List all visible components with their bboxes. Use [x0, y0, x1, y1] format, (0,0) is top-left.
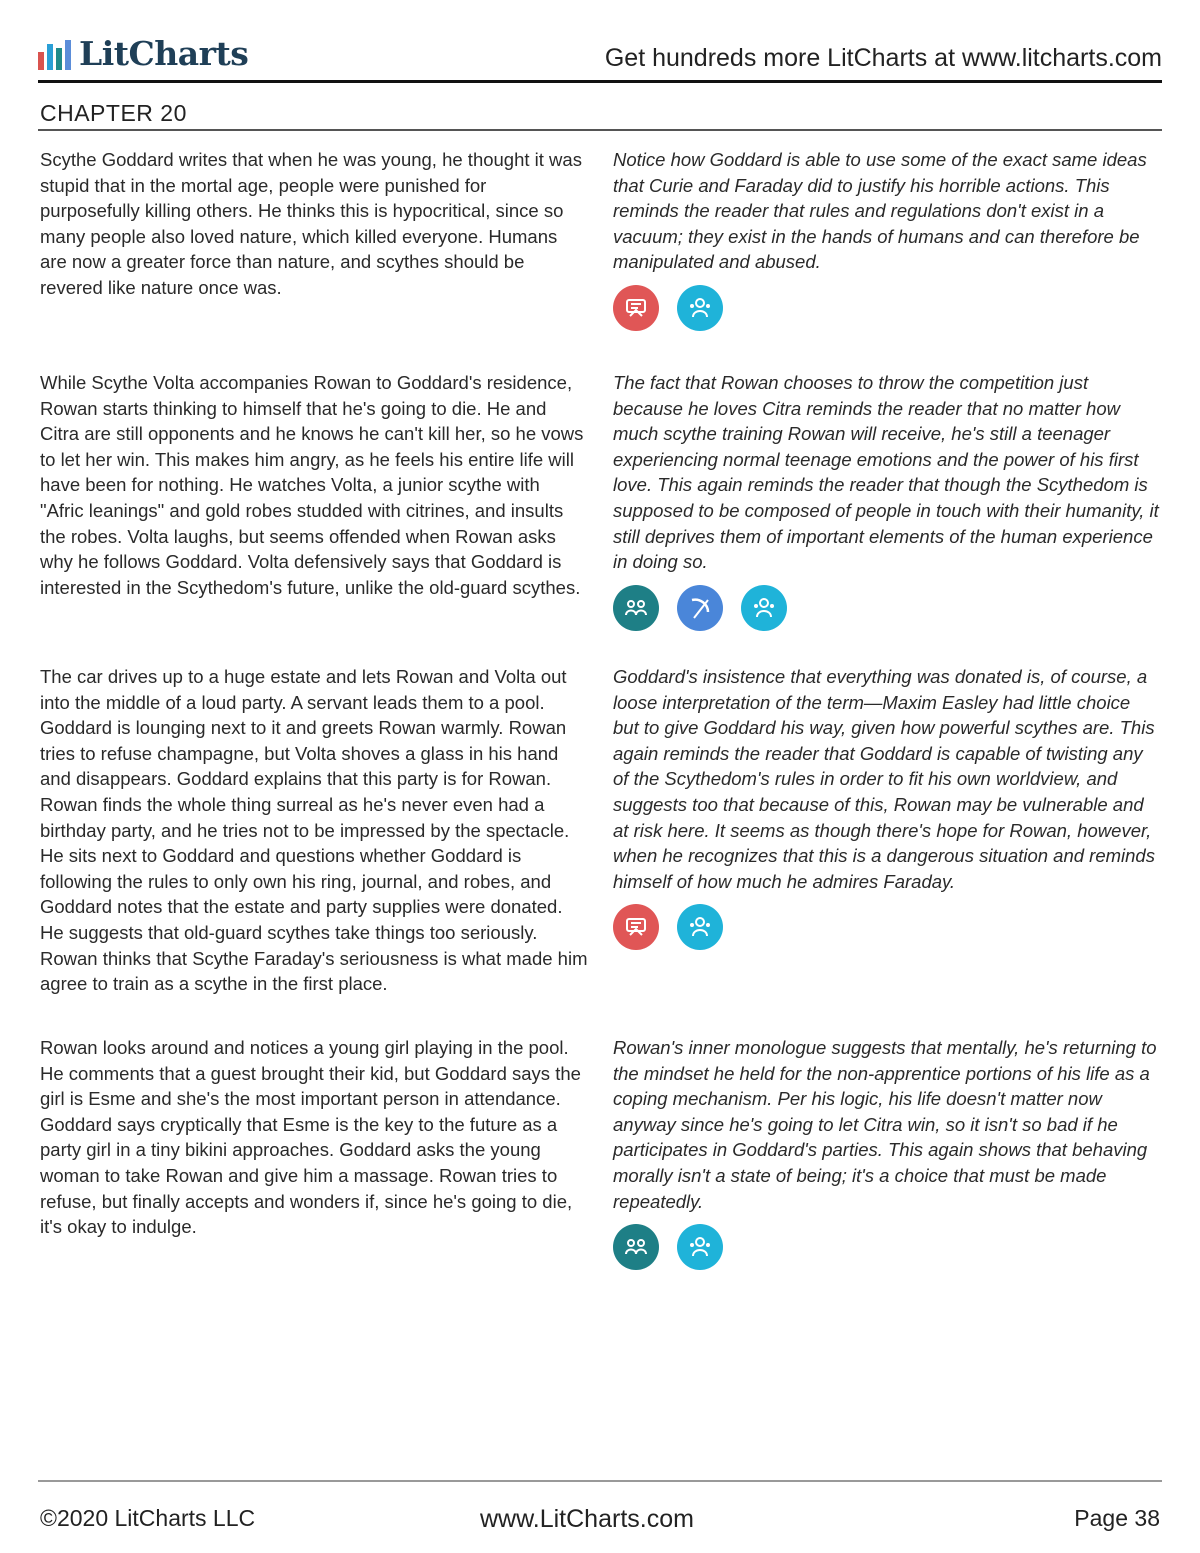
- analysis-block: [613, 664, 1161, 950]
- analysis-block: [613, 1035, 1161, 1270]
- humanity-theme-icon[interactable]: [677, 1224, 723, 1270]
- page-number: Page 38: [1074, 1505, 1160, 1531]
- law-theme-icon[interactable]: [613, 285, 659, 331]
- header: [38, 34, 1162, 82]
- analysis-block: [613, 147, 1161, 331]
- analysis-text: Rowan's inner monologue suggests that mentally, he's returning to the mindset he held for the non-apprentice portions of his life as a coping mechanism. Per his logic, his life doesn't matter now anyway since he's going to let Citra win, so it isn't so bad if he participates in Goddard's parties. This again shows that behaving morally isn't a state of being; it's a choice that must be made repeatedly.: [613, 1037, 1157, 1212]
- summary-text: Rowan looks around and notices a young girl playing in the pool. He comments that a guest brought their kid, but Goddard says the girl is Esme and she's the most important person in attendance. Goddard says cryptically that Esme is the key to the future as a party girl in a tiny bikini approaches. Goddard asks the young woman to take Rowan and give him a massage. Rowan tries to refuse, but finally accepts and wonders if, since he's going to die, it's okay to indulge.: [40, 1037, 581, 1238]
- summary-text: Scythe Goddard writes that when he was young, he thought it was stupid that in the mortal age, people were punished for purposefully killing others. He thinks this is hypocritical, since so many people also loved nature, which killed everyone. Humans are now a greater force than nature, and scythes should be revered like nature once was.: [40, 149, 582, 298]
- law-theme-icon[interactable]: [613, 904, 659, 950]
- humanity-theme-icon[interactable]: [741, 585, 787, 631]
- analysis-block: [613, 370, 1161, 631]
- summary-text: While Scythe Volta accompanies Rowan to Goddard's residence, Rowan starts thinking to himself that he's going to die. He and Citra are still opponents and he knows he can't kill her, so he vows to let her win. This makes him angry, as he feels his entire life will have been for nothing. He watches Volta, a junior scythe with "Afric leanings" and gold robes studded with citrines, and insults the robes. Volta laughs, but seems offended when Rowan asks why he follows Goddard. Volta defensively says that Goddard is interested in the Scythedom's future, unlike the old-guard scythes.: [40, 372, 584, 598]
- chapter-rule: [38, 129, 1162, 131]
- promo-link[interactable]: Get hundreds more LitCharts at www.litcharts.com: [604, 44, 1162, 72]
- theme-icons: [613, 285, 1161, 331]
- humanity-theme-icon[interactable]: [677, 904, 723, 950]
- growing-up-theme-icon[interactable]: [613, 1224, 659, 1270]
- chapter-title: CHAPTER 20: [40, 100, 187, 126]
- logo-text: LitCharts: [79, 34, 249, 73]
- theme-icons: [613, 1224, 1161, 1270]
- theme-icons: [613, 904, 1161, 950]
- litcharts-logo[interactable]: [38, 34, 249, 73]
- footer-site-link[interactable]: www.LitCharts.com: [480, 1505, 694, 1533]
- analysis-text: The fact that Rowan chooses to throw the competition just because he loves Citra reminds the reader that no matter how much scythe training Rowan will receive, he's still a teenager experiencing normal teenage emotions and the power of his first love. This again reminds the reader that though the Scythedom is supposed to be composed of people in touch with their humanity, it still deprives them of important elements of the human experience in doing so.: [613, 372, 1159, 573]
- growing-up-theme-icon[interactable]: [613, 585, 659, 631]
- theme-icons: [613, 585, 1161, 631]
- summary-text: The car drives up to a huge estate and lets Rowan and Volta out into the middle of a loud party. A servant leads them to a pool. Goddard is lounging next to it and greets Rowan warmly. Rowan tries to refuse champagne, but Volta shoves a glass in his hand and disappears. Goddard explains that this party is for Rowan. Rowan finds the whole thing surreal as he's never even had a birthday party, and he tries not to be impressed by the spectacle. He sits next to Goddard and questions whether Goddard is following the rules to only own his ring, journal, and robes, and Goddard notes that the estate and party supplies were donated. He suggests that old-guard scythes take things too seriously. Rowan thinks that Scythe Faraday's seriousness is what made him agree to train as a scythe in the first place.: [40, 666, 588, 995]
- logo-bars-icon: [38, 40, 71, 70]
- humanity-theme-icon[interactable]: [677, 285, 723, 331]
- analysis-text: Notice how Goddard is able to use some of the exact same ideas that Curie and Faraday did to justify his horrible actions. This reminds the reader that rules and regulations don't exist in a vacuum; they exist in the hands of humans and can therefore be manipulated and abused.: [613, 149, 1147, 273]
- scythe-theme-icon[interactable]: [677, 585, 723, 631]
- footer-rule: [38, 1480, 1162, 1482]
- analysis-text: Goddard's insistence that everything was donated is, of course, a loose interpretation of the term—Maxim Easley had little choice but to give Goddard his way, given how powerful scythes are. This again reminds the reader that Goddard is capable of twisting any of the Scythedom's rules in order to fit his own worldview, and suggests too that because of this, Rowan may be vulnerable and at risk here. It seems as though there's hope for Rowan, however, when he recognizes that this is a dangerous situation and reminds himself of how much he admires Faraday.: [613, 666, 1155, 892]
- copyright: ©2020 LitCharts LLC: [40, 1505, 256, 1531]
- header-rule: [38, 80, 1162, 83]
